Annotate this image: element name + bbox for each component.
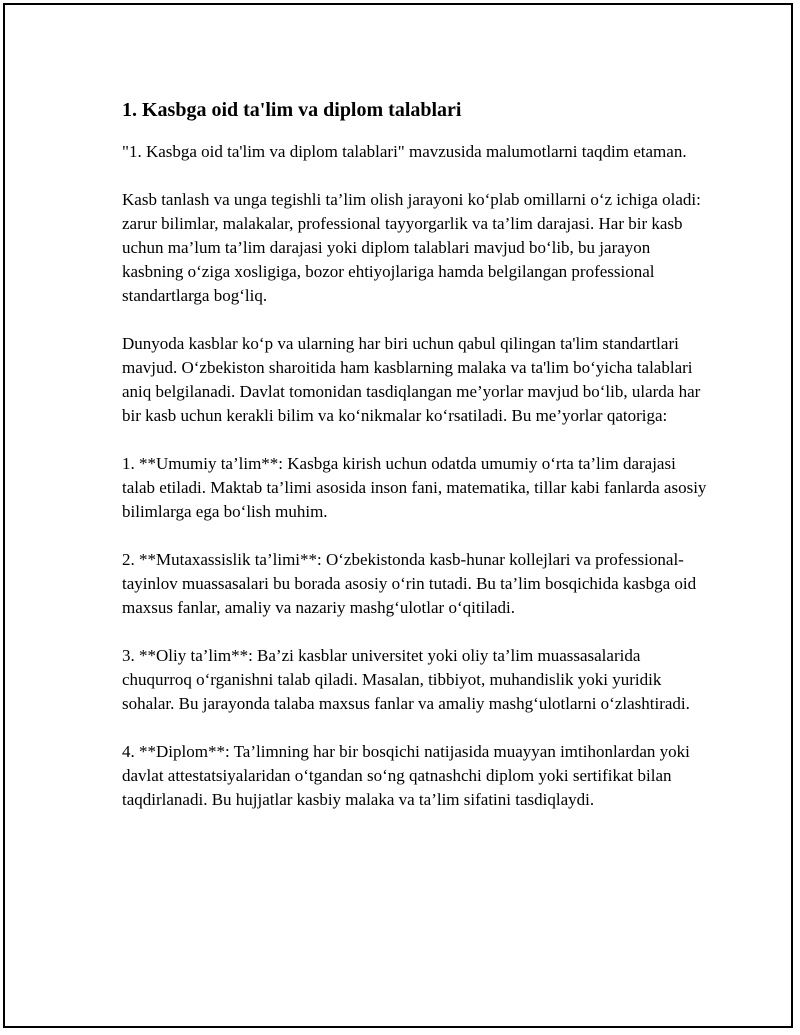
document-body: [122, 97, 712, 812]
intro-paragraph: "1. Kasbga oid ta'lim va diplom talablari" mavzusida malumotlarni taqdim etaman.: [122, 142, 687, 161]
list-item-diplom: 4. **Diplom**: Ta’limning har bir bosqichi natijasida muayyan imtihonlardan yoki davlat attestatsiyalaridan o‘tgandan so‘ng qatnashchi diplom yoki sertifikat bilan taqdirlanadi. Bu hujjatlar kasbiy malaka va ta’lim sifatini tasdiqlaydi.: [122, 742, 690, 809]
paragraph-standartlar: Dunyoda kasblar ko‘p va ularning har biri uchun qabul qilingan ta'lim standartlari mavjud. O‘zbekiston sharoitida ham kasblarning malaka va ta'lim bo‘yicha talablari aniq belgilanadi. Davlat tomonidan tasdiqlangan me’yorlar mavjud bo‘lib, ularda har bir kasb uchun kerakli bilim va ko‘nikmalar ko‘rsatiladi. Bu me’yorlar qatoriga:: [122, 334, 701, 425]
list-item-oliy-talim: 3. **Oliy ta’lim**: Ba’zi kasblar universitet yoki oliy ta’lim muassasalarida chuqurroq o‘rganishni talab qiladi. Masalan, tibbiyot, muhandislik yoki yuridik sohalar. Bu jarayonda talaba maxsus fanlar va amaliy mashg‘ulotlarni o‘zlashtiradi.: [122, 646, 690, 713]
document-title: 1. Kasbga oid ta'lim va diplom talablari: [122, 99, 462, 121]
page-frame: [3, 3, 793, 1028]
list-item-umumiy-talim: 1. **Umumiy ta’lim**: Kasbga kirish uchun odatda umumiy o‘rta ta’lim darajasi talab etiladi. Maktab ta’limi asosida inson fani, matematika, tillar kabi fanlarda asosiy bilimlarga ega bo‘lish muhim.: [122, 454, 707, 521]
list-item-mutaxassislik-talimi: 2. **Mutaxassislik ta’limi**: O‘zbekistonda kasb-hunar kollejlari va professional-tayinlov muassasalari bu borada asosiy o‘rin tutadi. Bu ta’lim bosqichida kasbga oid maxsus fanlar, amaliy va nazariy mashg‘ulotlar o‘qitiladi.: [122, 550, 697, 617]
paragraph-kasb-tanlash: Kasb tanlash va unga tegishli ta’lim olish jarayoni ko‘plab omillarni o‘z ichiga oladi: zarur bilimlar, malakalar, professional tayyorgarlik va ta’lim darajasi. Har bir kasb uchun ma’lum ta’lim darajasi yoki diplom talablari mavjud bo‘lib, bu jarayon kasbning o‘ziga xosligiga, bozor ehtiyojlariga hamda belgilangan professional standartlarga bog‘liq.: [122, 190, 701, 305]
